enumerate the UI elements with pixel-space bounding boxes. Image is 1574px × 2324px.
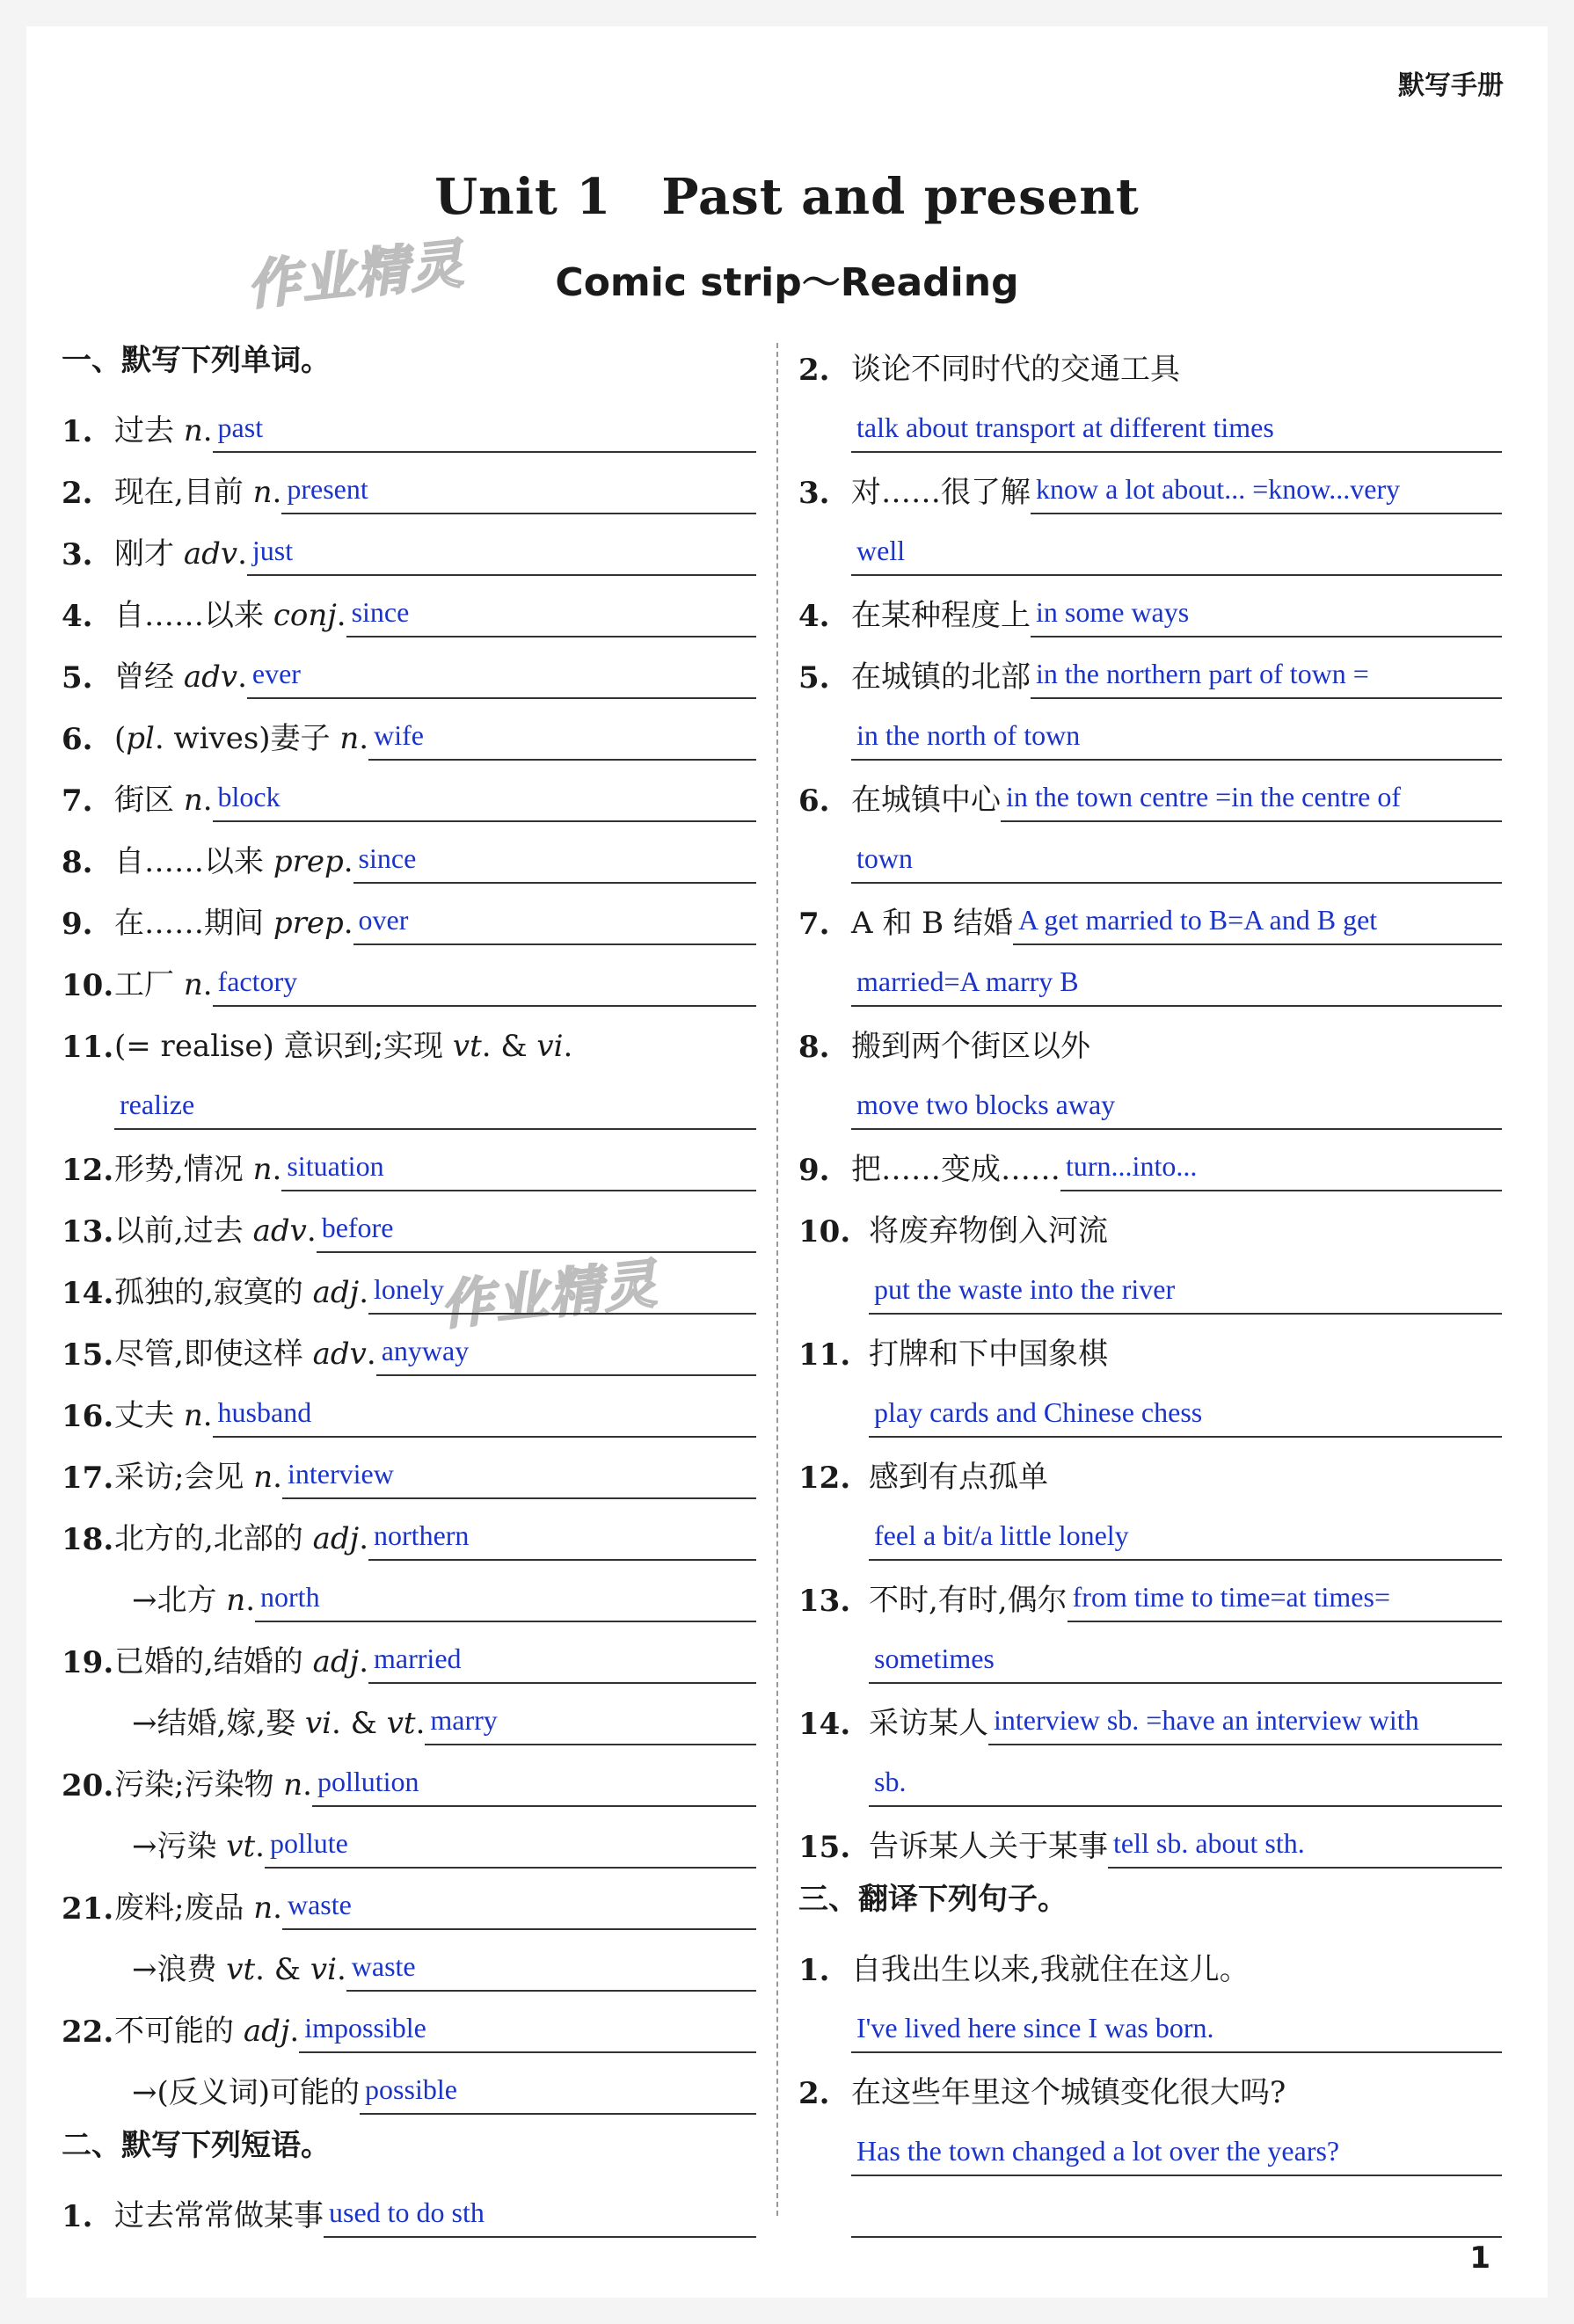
word-subitem xyxy=(132,2053,756,2115)
item-prompt: 不可能的 adj. xyxy=(114,2014,300,2049)
word-item xyxy=(62,1007,756,1068)
phrase-answer-line xyxy=(851,699,1502,761)
item-number: 9. xyxy=(798,1153,830,1188)
phrase-answer-line xyxy=(869,1499,1502,1561)
answer-field[interactable]: marry xyxy=(425,1704,756,1745)
item-number: 21. xyxy=(62,1891,114,1927)
phrase-answer-line xyxy=(869,1253,1502,1315)
word-item xyxy=(62,1315,756,1376)
item-prompt: →浪费 vt. & vi. xyxy=(132,1952,346,1987)
answer-field[interactable]: situation xyxy=(281,1150,756,1191)
sentence-answer-line xyxy=(851,2176,1502,2238)
item-number: 20. xyxy=(62,1768,114,1803)
item-prompt: 污染;污染物 n. xyxy=(114,1767,312,1803)
page-number: 1 xyxy=(1469,2240,1490,2276)
word-item xyxy=(62,884,756,945)
item-prompt: 将废弃物倒入河流 xyxy=(869,1213,1108,1249)
word-item xyxy=(62,1130,756,1191)
item-number: 8. xyxy=(62,845,93,880)
item-number: 11. xyxy=(798,1337,851,1373)
watermark-logo: 作业精灵 xyxy=(244,233,468,317)
sentence-item xyxy=(798,2053,1502,2115)
item-number: 12. xyxy=(62,1153,114,1188)
item-prompt: 以前,过去 adv. xyxy=(114,1213,317,1249)
answer-field[interactable]: I've lived here since I was born. xyxy=(851,2012,1502,2053)
unit-subtitle: Comic strip～Reading xyxy=(555,260,1019,305)
item-prompt: 在城镇中心 xyxy=(851,783,1001,818)
item-prompt: 在……期间 prep. xyxy=(114,906,353,941)
word-item xyxy=(62,945,756,1007)
item-prompt: 形势,情况 n. xyxy=(114,1152,282,1187)
item-number: 16. xyxy=(62,1399,114,1434)
phrase-answer-line xyxy=(869,1376,1502,1438)
answer-field[interactable]: wife xyxy=(368,719,756,761)
item-prompt: 自……以来 prep. xyxy=(114,844,353,879)
word-subitem xyxy=(132,1684,756,1745)
item-number: 6. xyxy=(62,722,93,757)
item-number: 3. xyxy=(62,537,93,572)
answer-field[interactable]: possible xyxy=(360,2073,756,2115)
answer-field[interactable]: Has the town changed a lot over the years? xyxy=(851,2135,1502,2176)
item-number: 10. xyxy=(798,1214,851,1249)
sentence-answer-line xyxy=(851,1992,1502,2053)
phrase-answer-line xyxy=(851,822,1502,884)
answer-field[interactable]: past xyxy=(213,412,756,453)
answer-field[interactable]: factory xyxy=(213,965,756,1007)
item-number: 14. xyxy=(62,1276,114,1311)
phrase-answer-line xyxy=(869,1745,1502,1807)
phrase-item xyxy=(798,1007,1502,1068)
item-number: 14. xyxy=(798,1707,851,1742)
item-number: 5. xyxy=(798,660,830,696)
item-number: 12. xyxy=(798,1461,851,1496)
item-number: 18. xyxy=(62,1522,114,1557)
item-number: 19. xyxy=(62,1645,114,1680)
column-divider xyxy=(776,343,778,2216)
section-heading-words: 一、默写下列单词。 xyxy=(62,343,331,378)
phrase-item xyxy=(798,453,1502,514)
item-prompt: 刚才 adv. xyxy=(114,536,247,572)
item-number: 15. xyxy=(798,1830,851,1865)
answer-field[interactable]: realize xyxy=(114,1089,756,1130)
header-tag: 默写手册 xyxy=(1398,70,1504,101)
item-prompt: 北方的,北部的 adj. xyxy=(114,1521,369,1556)
item-prompt: (= realise) 意识到;实现 vt. & vi. xyxy=(114,1029,573,1064)
answer-field[interactable]: sb. xyxy=(869,1766,1502,1807)
answer-field[interactable]: in the town centre =in the centre of xyxy=(1001,781,1502,822)
item-prompt: 自……以来 conj. xyxy=(114,598,346,633)
phrase-item xyxy=(798,1807,1502,1869)
item-number: 11. xyxy=(62,1030,114,1065)
item-number: 13. xyxy=(798,1584,851,1619)
item-number: 2. xyxy=(62,476,93,511)
item-number: 17. xyxy=(62,1461,114,1496)
answer-field[interactable]: tell sb. about sth. xyxy=(1108,1827,1502,1869)
word-subitem xyxy=(132,1561,756,1622)
word-item xyxy=(62,391,756,453)
item-prompt: 在这些年里这个城镇变化很大吗? xyxy=(851,2075,1286,2110)
left-column xyxy=(62,330,756,2238)
word-item xyxy=(62,699,756,761)
phrase-item xyxy=(798,884,1502,945)
word-item xyxy=(62,761,756,822)
item-number: 15. xyxy=(62,1337,114,1373)
item-prompt: →结婚,嫁,娶 vi. & vt. xyxy=(132,1706,426,1741)
answer-field[interactable]: town xyxy=(851,842,1502,884)
item-prompt: 孤独的,寂寞的 adj. xyxy=(114,1275,369,1310)
item-prompt: 感到有点孤单 xyxy=(869,1460,1048,1495)
phrase-item xyxy=(62,2176,756,2238)
answer-field[interactable]: talk about transport at different times xyxy=(851,412,1502,453)
item-prompt: 现在,目前 n. xyxy=(114,475,282,510)
word-item xyxy=(62,822,756,884)
answer-field[interactable]: interview sb. =have an interview with xyxy=(988,1704,1502,1745)
item-prompt: 打牌和下中国象棋 xyxy=(869,1337,1108,1372)
word-item xyxy=(62,1992,756,2053)
word-item xyxy=(62,576,756,637)
phrase-item xyxy=(798,761,1502,822)
phrase-answer-line xyxy=(851,391,1502,453)
answer-field[interactable]: interview xyxy=(282,1458,756,1499)
item-prompt: 已婚的,结婚的 adj. xyxy=(114,1644,369,1679)
item-number: 7. xyxy=(798,907,830,942)
answer-field[interactable]: put the waste into the river xyxy=(869,1273,1502,1315)
item-number: 1. xyxy=(798,1953,830,1988)
item-prompt: (pl. wives)妻子 n. xyxy=(114,721,369,756)
phrase-answer-line xyxy=(851,514,1502,576)
item-prompt: →污染 vt. xyxy=(132,1829,265,1864)
sentence-answer-line xyxy=(851,2115,1502,2176)
answer-field[interactable]: since xyxy=(346,596,756,637)
answer-field[interactable]: from time to time=at times= xyxy=(1068,1581,1502,1622)
answer-field[interactable] xyxy=(851,2229,1502,2238)
answer-field[interactable]: just xyxy=(247,535,756,576)
item-number: 4. xyxy=(798,599,830,634)
answer-field[interactable]: block xyxy=(213,781,756,822)
item-prompt: 过去常常做某事 xyxy=(114,2198,324,2233)
phrase-item xyxy=(798,1130,1502,1191)
answer-field[interactable]: present xyxy=(281,473,756,514)
word-item xyxy=(62,1622,756,1684)
item-prompt: 工厂 n. xyxy=(114,967,213,1002)
word-item xyxy=(62,637,756,699)
word-subitem xyxy=(132,1930,756,1992)
item-number: 5. xyxy=(62,660,93,696)
item-prompt: 对……很了解 xyxy=(851,475,1031,510)
word-subitem xyxy=(132,1807,756,1869)
item-prompt: 搬到两个街区以外 xyxy=(851,1029,1090,1064)
right-column xyxy=(798,330,1502,2238)
answer-field[interactable]: pollution xyxy=(312,1766,756,1807)
answer-field[interactable]: turn...into... xyxy=(1060,1150,1502,1191)
item-prompt: 告诉某人关于某事 xyxy=(869,1829,1108,1864)
word-item xyxy=(62,514,756,576)
word-item xyxy=(62,1191,756,1253)
word-item xyxy=(62,1499,756,1561)
item-prompt: 在城镇的北部 xyxy=(851,659,1031,695)
item-prompt: 不时,有时,偶尔 xyxy=(869,1583,1068,1618)
section-heading-phrases: 二、默写下列短语。 xyxy=(62,2128,331,2163)
phrase-item xyxy=(798,1438,1502,1499)
answer-field[interactable]: pollute xyxy=(265,1827,756,1869)
item-prompt: 把……变成…… xyxy=(851,1152,1060,1187)
answer-field[interactable]: in the north of town xyxy=(851,719,1502,761)
item-number: 1. xyxy=(62,414,93,449)
answer-field[interactable]: well xyxy=(851,535,1502,576)
item-number: 7. xyxy=(62,783,93,819)
item-number: 13. xyxy=(62,1214,114,1249)
item-prompt: 曾经 adv. xyxy=(114,659,247,695)
answer-field[interactable]: sometimes xyxy=(869,1643,1502,1684)
item-number: 2. xyxy=(798,2076,830,2111)
item-prompt: →北方 n. xyxy=(132,1583,256,1618)
answer-field[interactable]: husband xyxy=(213,1396,756,1438)
answer-field[interactable]: A get married to B=A and B get xyxy=(1013,904,1502,945)
answer-field[interactable]: northern xyxy=(368,1519,756,1561)
phrase-item xyxy=(798,1684,1502,1745)
answer-field[interactable]: waste xyxy=(282,1889,756,1930)
phrase-item xyxy=(798,576,1502,637)
answer-field[interactable]: since xyxy=(353,842,756,884)
phrase-item xyxy=(798,1191,1502,1253)
watermark-logo: 作业精灵 xyxy=(437,1253,661,1337)
answer-field[interactable]: in the northern part of town = xyxy=(1031,658,1502,699)
word-item xyxy=(62,1438,756,1499)
word-item xyxy=(62,453,756,514)
item-number: 6. xyxy=(798,783,830,819)
item-number: 2. xyxy=(798,353,830,388)
item-prompt: 采访;会见 n. xyxy=(114,1460,282,1495)
item-prompt: →(反义词)可能的 xyxy=(132,2075,361,2110)
item-number: 1. xyxy=(62,2199,93,2234)
answer-field[interactable]: waste xyxy=(346,1950,756,1992)
phrase-item xyxy=(798,330,1502,391)
phrase-answer-line xyxy=(851,945,1502,1007)
item-prompt: 街区 n. xyxy=(114,783,213,818)
word-item xyxy=(62,1253,756,1315)
unit-title: Unit 1 Past and present xyxy=(434,168,1140,226)
item-prompt: 过去 n. xyxy=(114,413,213,448)
sentence-item xyxy=(798,1930,1502,1992)
item-number: 8. xyxy=(798,1030,830,1065)
item-prompt: 尽管,即使这样 adv. xyxy=(114,1337,376,1372)
item-prompt: 丈夫 n. xyxy=(114,1398,213,1433)
word-item-answer-line xyxy=(114,1068,756,1130)
phrase-item xyxy=(798,637,1502,699)
answer-field[interactable]: north xyxy=(255,1581,756,1622)
item-number: 10. xyxy=(62,968,114,1003)
phrase-item xyxy=(798,1561,1502,1622)
answer-field[interactable]: in some ways xyxy=(1031,596,1502,637)
answer-field[interactable]: anyway xyxy=(376,1335,756,1376)
word-item xyxy=(62,1745,756,1807)
word-item xyxy=(62,1869,756,1930)
item-prompt: A 和 B 结婚 xyxy=(851,906,1013,941)
phrase-answer-line xyxy=(869,1622,1502,1684)
answer-field[interactable]: married=A marry B xyxy=(851,965,1502,1007)
answer-field[interactable]: feel a bit/a little lonely xyxy=(869,1519,1502,1561)
item-number: 22. xyxy=(62,2014,114,2050)
word-item xyxy=(62,1376,756,1438)
item-number: 9. xyxy=(62,907,93,942)
item-prompt: 废料;废品 n. xyxy=(114,1891,282,1926)
item-prompt: 谈论不同时代的交通工具 xyxy=(851,352,1180,387)
item-prompt: 自我出生以来,我就住在这儿。 xyxy=(851,1952,1250,1987)
answer-field[interactable]: before xyxy=(317,1212,756,1253)
answer-field[interactable]: know a lot about... =know...very xyxy=(1031,473,1502,514)
answer-field[interactable]: ever xyxy=(247,658,756,699)
answer-field[interactable]: over xyxy=(353,904,756,945)
answer-field[interactable]: move two blocks away xyxy=(851,1089,1502,1130)
item-prompt: 采访某人 xyxy=(869,1706,988,1741)
answer-field[interactable]: lonely xyxy=(368,1273,756,1315)
item-number: 3. xyxy=(798,476,830,511)
answer-field[interactable]: play cards and Chinese chess xyxy=(869,1396,1502,1438)
phrase-answer-line xyxy=(851,1068,1502,1130)
item-prompt: 在某种程度上 xyxy=(851,598,1031,633)
item-number: 4. xyxy=(62,599,93,634)
answer-field[interactable]: impossible xyxy=(299,2012,756,2053)
section-heading-sentences: 三、翻译下列句子。 xyxy=(798,1882,1068,1917)
answer-field[interactable]: used to do sth xyxy=(324,2197,756,2238)
phrase-item xyxy=(798,1315,1502,1376)
answer-field[interactable]: married xyxy=(368,1643,756,1684)
